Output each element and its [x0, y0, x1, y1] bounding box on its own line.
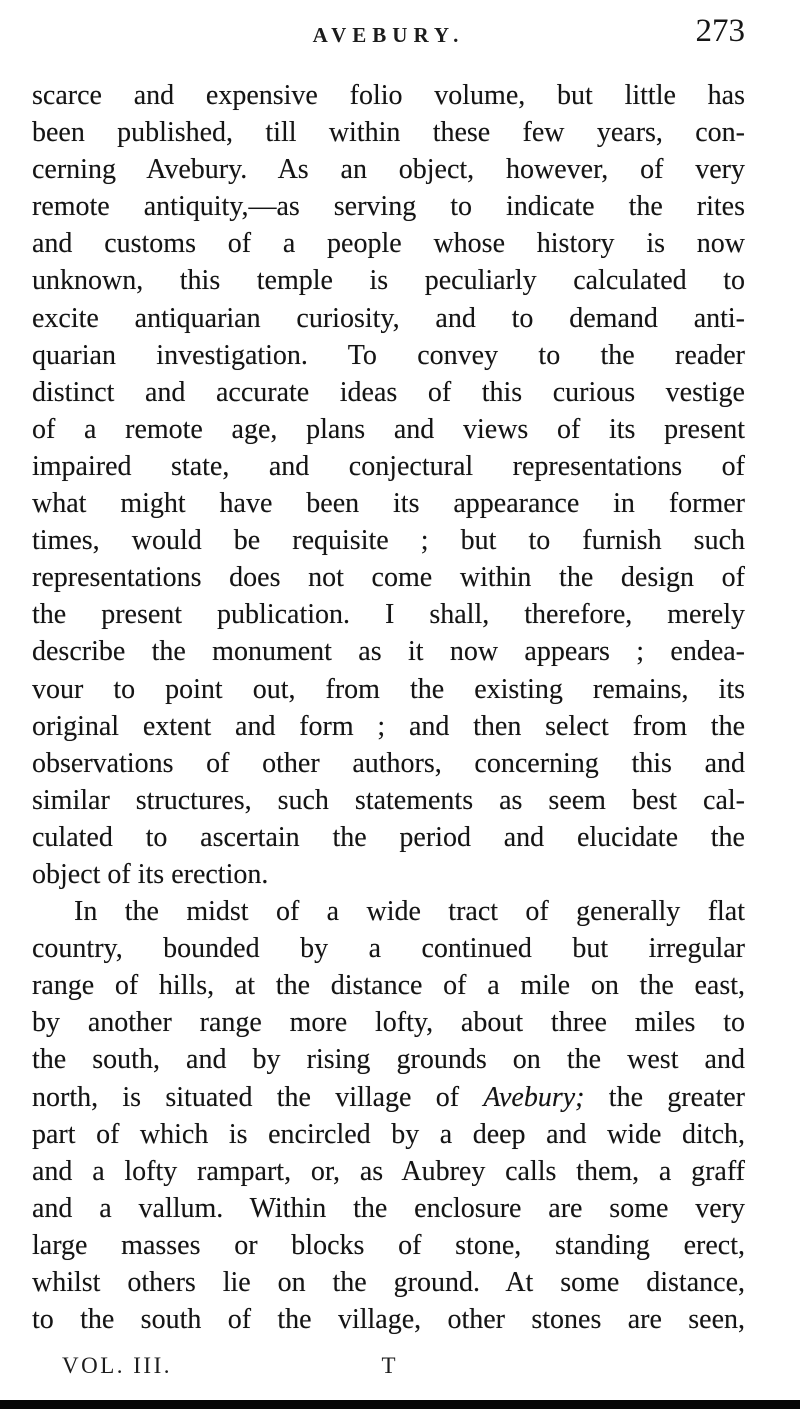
text-line: to the south of the village, other stones are seen, — [32, 1304, 745, 1336]
page-body — [32, 77, 745, 1338]
text-line: unknown, this temple is peculiarly calculated to — [32, 265, 745, 297]
text-line: times, would be requisite ; but to furnish such — [32, 525, 745, 557]
text-segment: north, is situated the village of — [32, 1081, 484, 1113]
volume-label: VOL. III. — [62, 1353, 172, 1378]
text-line: whilst others lie on the ground. At some distance, — [32, 1267, 745, 1298]
text-line: and a lofty rampart, or, as Aubrey calls them, a graff — [32, 1155, 745, 1187]
text-line: scarce and expensive folio volume, but little has — [32, 80, 745, 111]
signature-mark: T — [381, 1353, 396, 1378]
text-line: similar structures, such statements as seem best cal- — [32, 784, 745, 816]
text-line: the present publication. I shall, therefore, merely — [32, 599, 745, 631]
page-number: 273 — [695, 13, 745, 49]
text-line: impaired state, and conjectural representations of — [32, 450, 745, 482]
italic-place-name: Avebury; — [483, 1081, 585, 1113]
text-line: distinct and accurate ideas of this curious vestige — [32, 376, 745, 408]
paragraph-1 — [32, 77, 745, 893]
running-title: AVEBURY. — [312, 23, 465, 47]
text-line: range of hills, at the distance of a mile on the east, — [32, 970, 745, 1002]
text-line: country, bounded by a continued but irregular — [32, 933, 745, 965]
text-line: representations does not come within the design of — [32, 562, 745, 594]
text-line: large masses or blocks of stone, standing erect, — [32, 1229, 745, 1261]
text-line: In the midst of a wide tract of generally flat — [74, 896, 745, 928]
text-line — [32, 1079, 745, 1116]
text-line: excite antiquarian curiosity, and to demand anti- — [32, 302, 745, 334]
text-line: the south, and by rising grounds on the west and — [32, 1044, 745, 1076]
text-line: part of which is encircled by a deep and wide ditch, — [32, 1118, 745, 1150]
text-line: object of its erection. — [32, 858, 269, 890]
text-line: by another range more lofty, about three miles to — [32, 1007, 745, 1039]
text-line: observations of other authors, concerning this and — [32, 747, 745, 779]
text-line: vour to point out, from the existing remains, its — [32, 673, 745, 705]
text-line: original extent and form ; and then select from the — [32, 710, 745, 742]
scan-edge-bar — [0, 1400, 800, 1409]
text-line: what might have been its appearance in former — [32, 488, 745, 520]
text-segment: the greater — [584, 1081, 746, 1113]
text-line: and customs of a people whose history is now — [32, 228, 745, 260]
text-line: and a vallum. Within the enclosure are some very — [32, 1192, 745, 1224]
text-line: cerning Avebury. As an object, however, of very — [32, 154, 745, 186]
page-footer — [32, 1351, 745, 1383]
text-line: describe the monument as it now appears ; endea- — [32, 636, 745, 668]
text-line: remote antiquity,—as serving to indicate the rites — [32, 191, 745, 223]
paragraph-2 — [32, 893, 745, 1338]
text-line: of a remote age, plans and views of its present — [32, 413, 745, 445]
text-line: quarian investigation. To convey to the reader — [32, 339, 745, 371]
text-line: culated to ascertain the period and elucidate the — [32, 821, 745, 853]
text-line: been published, till within these few years, con- — [32, 117, 745, 149]
